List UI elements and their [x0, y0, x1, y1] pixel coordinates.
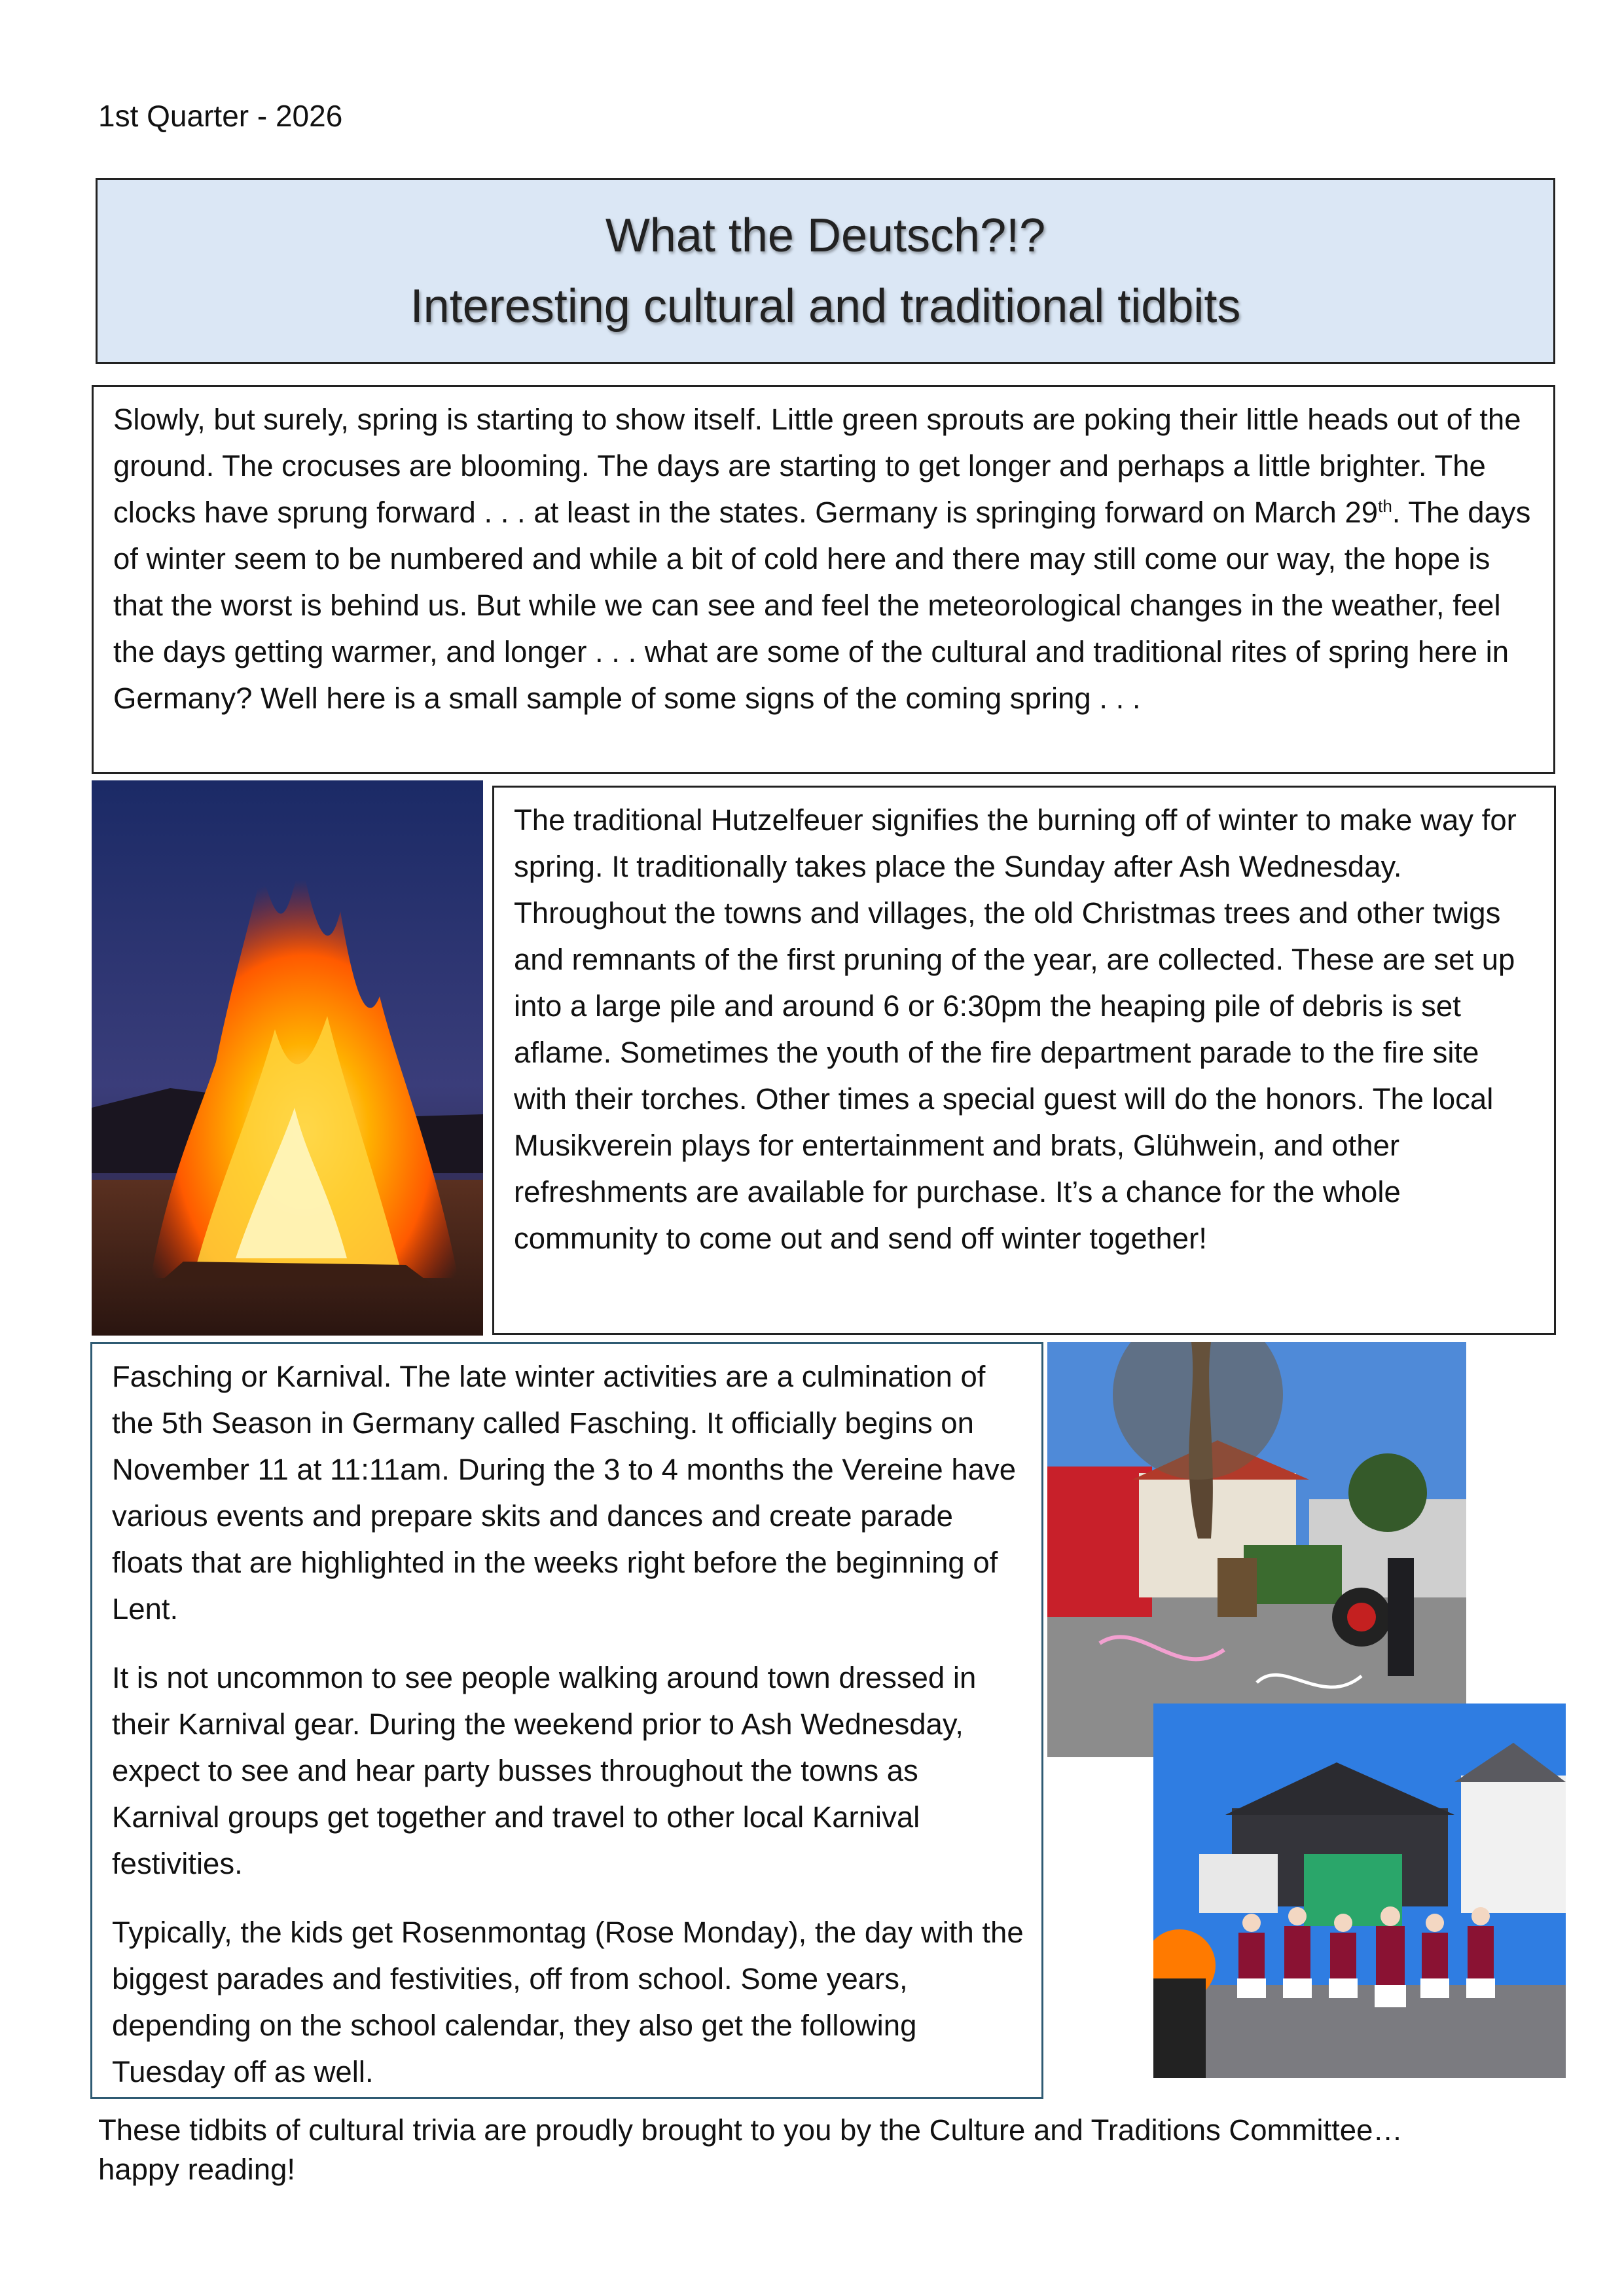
intro-text-part2: . The days of winter seem to be numbered and while a bit of cold here and there may still come our way, the hope is that the worst is behind us. But while we can see and feel the meteorological changes in the weather, feel the days getting warmer, and longer . . . what are some of the cultural and traditional rites of spring here in Germany? Well here is a small sample of some signs of the coming spring . . . [113, 496, 1531, 715]
hutzelfeuer-textbox [492, 786, 1556, 1335]
fasching-textbox [90, 1342, 1043, 2099]
footer-note: These tidbits of cultural trivia are proudly brought to you by the Culture and Traditions Committee…happy reading! [98, 2113, 1403, 2186]
fasching-paragraph: Typically, the kids get Rosenmontag (Rose Monday), the day with the biggest parades and festivities, off from school. Some years, depending on the school calendar, they also get the following Tuesday off as well. [112, 1916, 1024, 2088]
intro-textbox [92, 385, 1555, 774]
bonfire-photo [92, 780, 483, 1336]
intro-text-part1: Slowly, but surely, spring is starting to show itself. Little green sprouts are poking their little heads out of the ground. The crocuses are blooming. The days are starting to get longer and perhaps a little brighter. The clocks have sprung forward . . . at least in the states. Germany is springing forward on March 29 [113, 403, 1521, 529]
parade-tractor-photo [1047, 1342, 1466, 1757]
hutzelfeuer-text: The traditional Hutzelfeuer signifies the burning off of winter to make way for spring. It traditionally takes place the Sunday after Ash Wednesday. Throughout the towns and villages, the old Christmas trees and other twigs and remnants of the first pruning of the year, are collected. These are set up into a large pile and around 6 or 6:30pm the heaping pile of debris is set aflame. Sometimes the youth of the fire department parade to the fire site with their torches. Other times a special guest will do the honors. The local Musikverein plays for entertainment and brats, Glühwein, and other refreshments are available for purchase. It’s a chance for the whole community to come out and send off winter together! [514, 803, 1517, 1255]
fasching-paragraph: It is not uncommon to see people walking around town dressed in their Karnival gear. During the weekend prior to Ash Wednesday, expect to see and hear party busses throughout the towns as Karnival groups get together and travel to other local Karnival festivities. [112, 1661, 977, 1880]
majorettes-parade-photo [1153, 1704, 1566, 2078]
title-banner [96, 178, 1555, 364]
fasching-paragraph: Fasching or Karnival. The late winter activities are a culmination of the 5th Season in Germany called Fasching. It officially begins on November 11 at 11:11am. During the 3 to 4 months the Vereine have various events and prepare skits and dances and create parade floats that are highlighted in the weeks right before the beginning of Lent. [112, 1360, 1016, 1626]
issue-date: 1st Quarter - 2026 [98, 99, 343, 133]
page-title: What the Deutsch?!? [605, 210, 1046, 262]
page-subtitle: Interesting cultural and traditional tidbits [410, 280, 1241, 333]
intro-superscript: th [1378, 496, 1392, 516]
